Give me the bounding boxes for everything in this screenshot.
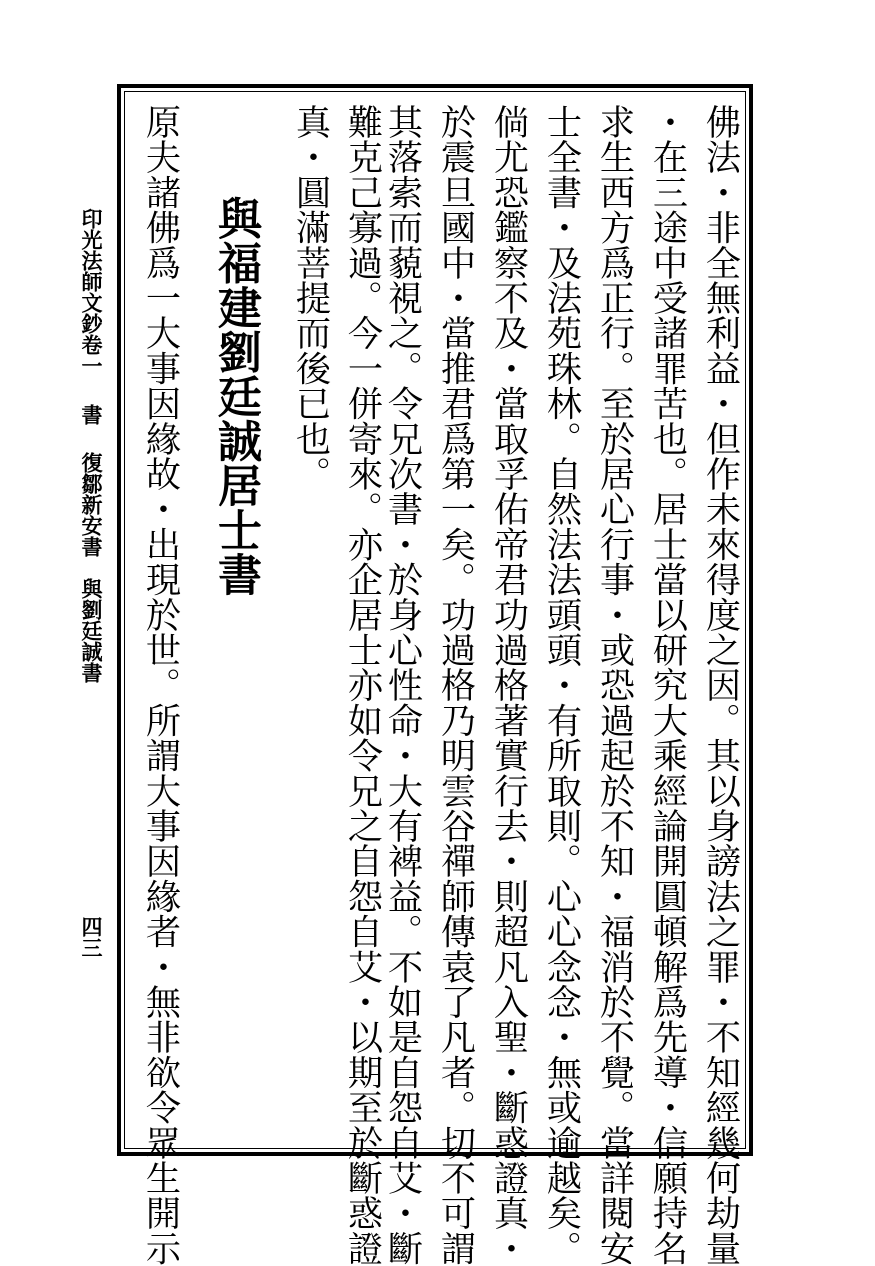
text-column-3: 求生西方爲正行。至於居心行事・或恐過起於不知・福消於不覺。當詳閱安 — [594, 104, 635, 1266]
section-label: 書 — [79, 404, 103, 425]
letter-title: 與福建劉廷誠居士書 — [210, 196, 261, 597]
book-title: 印光法師文鈔卷一 — [79, 208, 103, 376]
text-column-5: 倘尤恐鑑察不及・當取孚佑帝君功過格著實行去・則超凡入聖・斷惑證真・ — [488, 104, 529, 1266]
text-column-closing: 原夫諸佛爲一大事因緣故・出現於世。所謂大事因緣者・無非欲令眾生開示 — [140, 104, 181, 1266]
text-column-6: 於震旦國中・當推君爲第一矣。功過格乃明雲谷禪師傳袁了凡者。切不可謂 — [435, 104, 476, 1266]
text-column-7: 其落索而藐視之。令兄次書・於身心性命・大有裨益。不如是自怨自艾・斷 — [382, 104, 423, 1266]
text-column-9: 真・圓滿菩提而後已也。 — [290, 104, 331, 492]
letter-titles: 復鄒新安書 與劉廷誠書 — [79, 452, 103, 683]
page-number: 四三 — [79, 916, 103, 958]
text-column-8: 難克己寡過。今一併寄來。亦企居士亦如令兄之自怨自艾・以期至於斷惑證 — [342, 104, 383, 1266]
text-column-4: 士全書・及法苑珠林。自然法法頭頭・有所取則。心心念念・無或逾越矣。 — [541, 104, 582, 1266]
text-column-2: ・在三途中受諸罪苦也。居士當以研究大乘經論開圓頓解爲先導・信願持名 — [647, 104, 688, 1266]
text-column-1: 佛法・非全無利益・但作未來得度之因。其以身謗法之罪・不知經幾何劫量 — [700, 104, 741, 1266]
